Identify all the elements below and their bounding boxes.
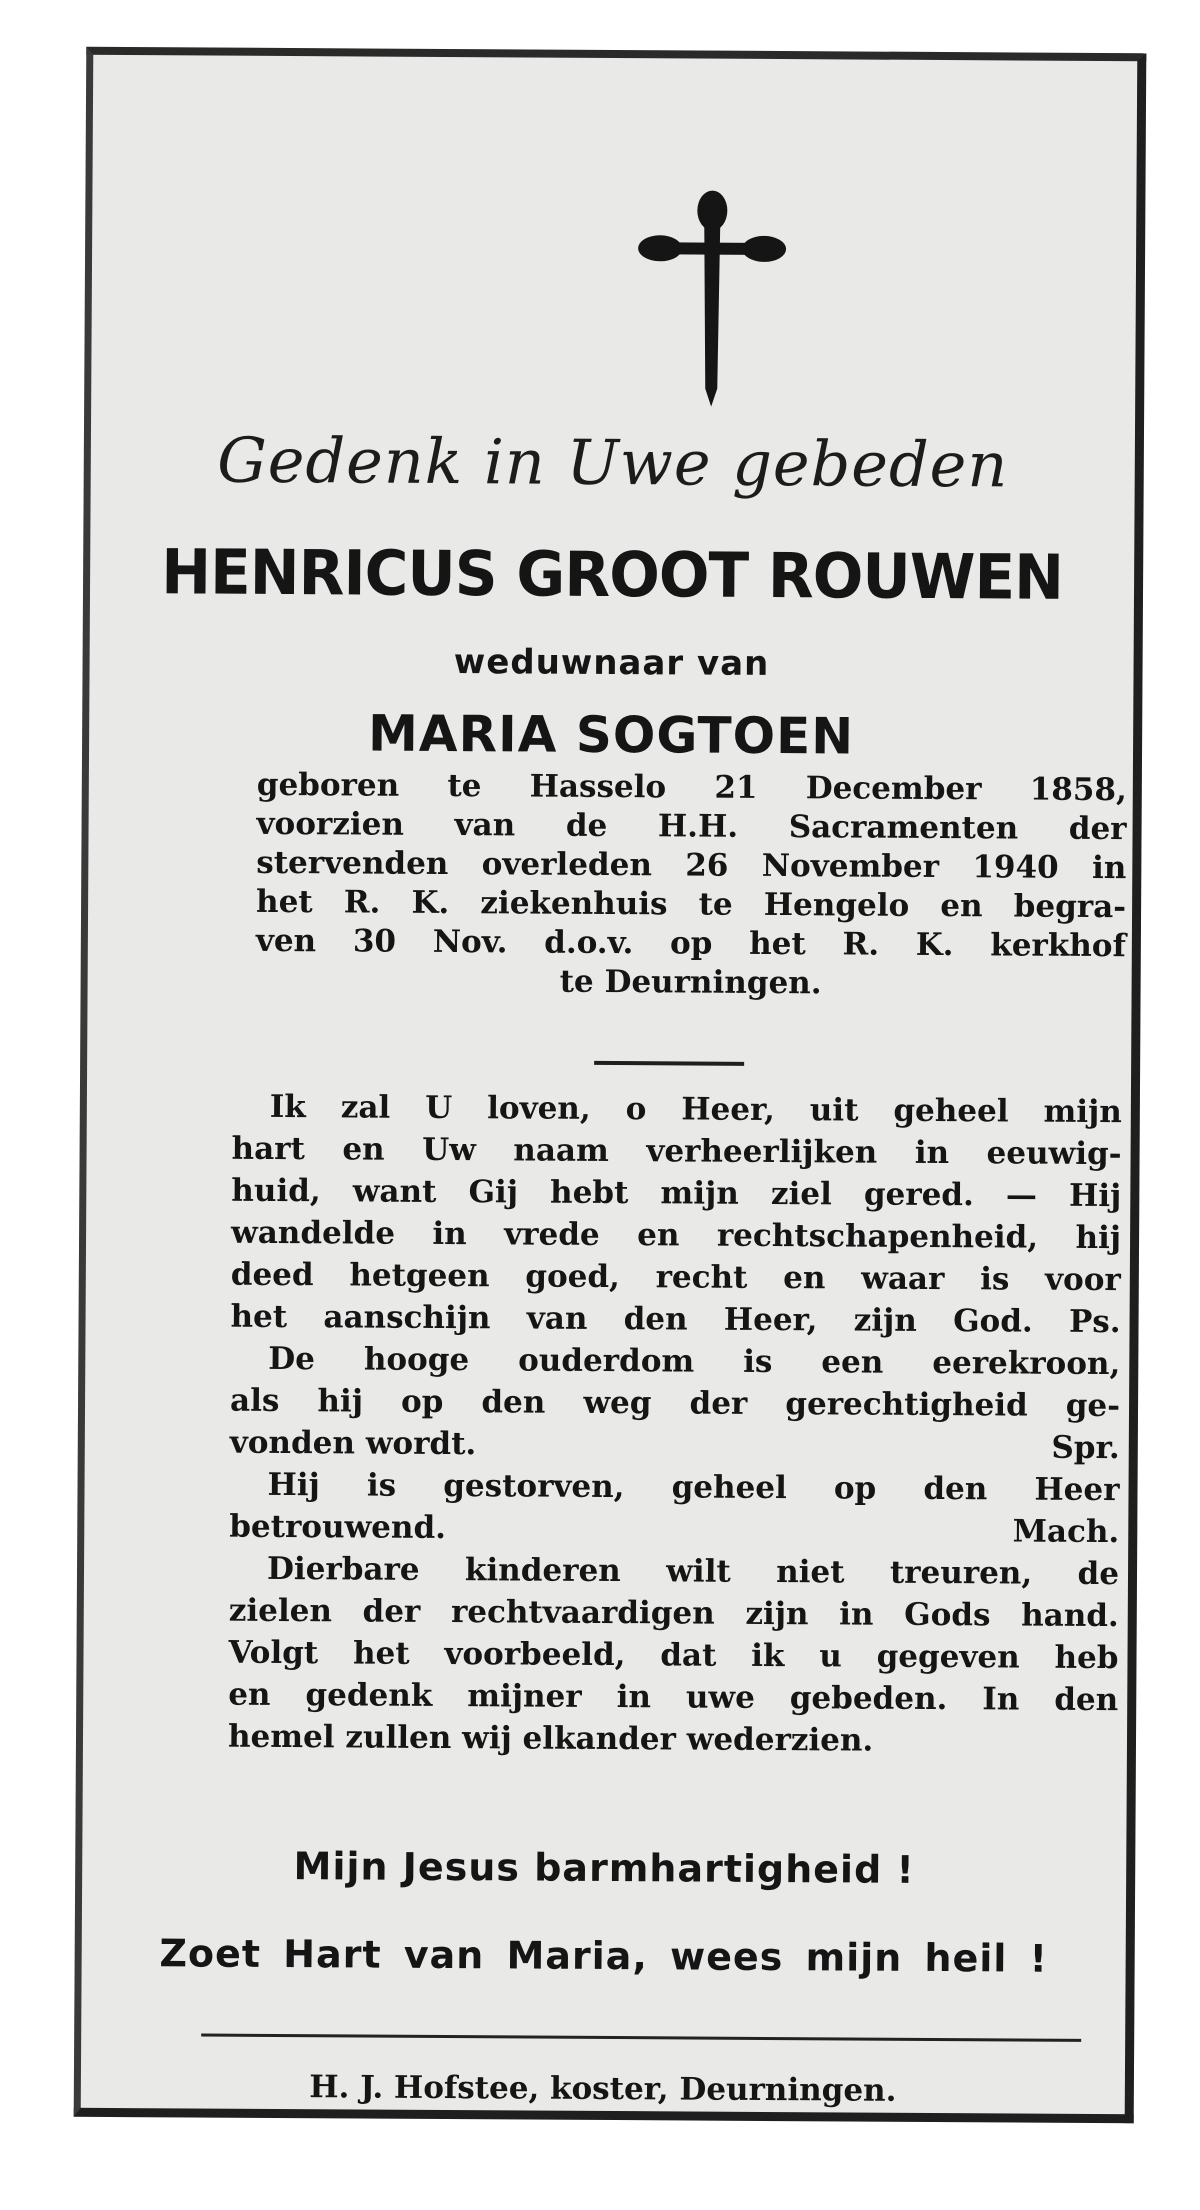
verse-line: zielen der rechtvaardigen zijn in Gods hand. <box>228 1592 1119 1635</box>
verse-line-with-source <box>229 1506 1119 1553</box>
verse-line: wandelde in vrede en rechtschapenheid, hij <box>230 1214 1122 1257</box>
verse-line: het aanschijn van den Heer, zijn God. Ps. <box>230 1298 1121 1341</box>
spouse-name: MARIA SOGTOEN <box>367 704 855 766</box>
footer-divider <box>201 2034 1081 2042</box>
verse-line: als hij op den weg der gerechtigheid ge- <box>229 1382 1121 1425</box>
verse-text: betrouwend. <box>229 1508 447 1547</box>
bio-line: ven 30 Nov. d.o.v. op het R. K. kerkhof <box>255 922 1126 965</box>
invocation-heading: Gedenk in Uwe gebeden <box>217 423 1009 502</box>
verse-line: Ik zal U loven, o Heer, uit geheel mijn <box>269 1088 1122 1131</box>
verse-line: Dierbare kinderen wilt niet treuren, de <box>266 1550 1120 1593</box>
verses-block <box>228 1086 1122 1763</box>
relation-label: weduwnaar van <box>453 642 770 684</box>
memorial-card <box>74 47 1147 2123</box>
verse-line: De hooge ouderdom is een eerekroon, <box>268 1340 1121 1383</box>
closing-prayer-2: Zoet Hart van Maria, wees mijn heil ! <box>159 1931 1049 1981</box>
verse-line: Hij is gestorven, geheel op den Heer <box>267 1466 1120 1509</box>
verse-line-with-source <box>230 1422 1120 1469</box>
bio-line: stervenden overleden 26 November 1940 in <box>256 844 1127 887</box>
bio-line: voorzien van de H.H. Sacramenten der <box>256 805 1127 848</box>
bio-line: geboren te Hasselo 21 December 1858, <box>256 766 1127 809</box>
deceased-name: HENRICUS GROOT ROUWEN <box>161 535 1064 614</box>
bio-line: het R. K. ziekenhuis te Hengelo en begra- <box>256 883 1127 926</box>
biography-paragraph <box>256 766 1127 1005</box>
printer-credit: H. J. Hofstee, koster, Deurningen. <box>309 2069 897 2109</box>
verse-line: deed hetgeen goed, recht en waar is voor <box>230 1256 1121 1299</box>
verse-line: hart en Uw naam verheerlijken in eeuwig- <box>231 1130 1122 1173</box>
verse-line: hemel zullen wij elkander wederzien. <box>227 1718 874 1759</box>
verse-line: huid, want Gij hebt mijn ziel gered. — Hij <box>231 1172 1122 1215</box>
closing-prayer-1: Mijn Jesus barmhartigheid ! <box>293 1844 915 1892</box>
verse-source: Spr. <box>1051 1429 1120 1467</box>
verse-line: en gedenk mijner in uwe gebeden. In den <box>228 1676 1119 1719</box>
verse-line: Volgt het voorbeeld, dat ik u gegeven heb <box>228 1634 1119 1677</box>
cross-icon <box>631 188 792 409</box>
verse-text: vonden wordt. <box>229 1424 477 1463</box>
verse-source: Mach. <box>1012 1513 1120 1551</box>
short-divider <box>594 1061 744 1066</box>
bio-line: te Deurningen. <box>559 963 822 1002</box>
